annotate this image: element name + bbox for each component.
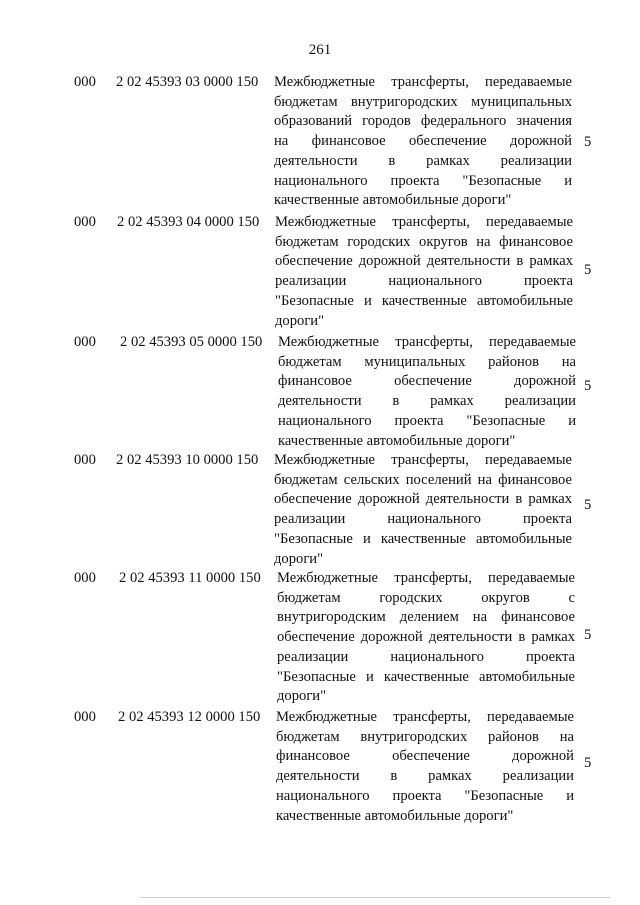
description-line: на финансовое обеспечение дорожной: [274, 133, 572, 150]
description-line: обеспечение дорожной деятельности в рамках: [274, 491, 572, 508]
description-line: бюджетам муниципальных районов на: [278, 353, 576, 370]
description-line: образований городов федерального значения: [274, 113, 572, 130]
description-line: качественные автомобильные дороги": [274, 192, 512, 209]
description-line: Межбюджетные трансферты, передаваемые: [275, 214, 573, 230]
description-line: Межбюджетные трансферты, передаваемые: [278, 334, 576, 350]
description-line: "Безопасные и качественные автомобильные: [277, 668, 575, 685]
income-description: [274, 73, 572, 211]
table-row: [0, 708, 640, 826]
description-line: реализации национального проекта: [275, 273, 573, 290]
admin-code: 000: [74, 214, 96, 230]
budget-classification-code: 2 02 45393 11 0000 150: [119, 570, 261, 586]
description-line: "Безопасные и качественные автомобильные: [275, 292, 573, 309]
description-line: Межбюджетные трансферты, передаваемые: [277, 570, 575, 586]
amount-value: 5: [584, 627, 592, 643]
budget-classification-code: 2 02 45393 12 0000 150: [118, 709, 261, 725]
page-number: 261: [308, 42, 332, 58]
admin-code: 000: [74, 452, 96, 468]
description-line: деятельности в рамках реализации: [274, 152, 572, 169]
budget-classification-code: 2 02 45393 05 0000 150: [120, 334, 263, 350]
budget-classification-code: 2 02 45393 10 0000 150: [116, 452, 259, 468]
description-line: реализации национального проекта: [274, 511, 572, 528]
amount-value: 5: [584, 497, 592, 513]
income-description: [277, 569, 575, 707]
table-row: [0, 451, 640, 569]
description-line: бюджетам городских округов с: [277, 589, 575, 606]
amount-value: 5: [584, 378, 592, 394]
table-row: [0, 213, 640, 331]
description-line: деятельности в рамках реализации: [276, 768, 574, 785]
description-line: национального проекта "Безопасные и: [276, 787, 574, 804]
description-line: деятельности в рамках реализации: [278, 393, 576, 410]
admin-code: 000: [74, 709, 96, 725]
description-line: Межбюджетные трансферты, передаваемые: [274, 452, 572, 468]
description-line: национального проекта "Безопасные и: [278, 412, 576, 429]
description-line: бюджетам сельских поселений на финансовое: [274, 471, 572, 488]
description-line: дороги": [274, 550, 324, 567]
description-line: Межбюджетные трансферты, передаваемые: [276, 709, 574, 725]
table-row: [0, 569, 640, 707]
table-row: [0, 333, 640, 451]
income-description: [275, 213, 573, 331]
amount-value: 5: [584, 134, 592, 150]
description-line: обеспечение дорожной деятельности в рамках: [275, 253, 573, 270]
description-line: качественные автомобильные дороги": [276, 807, 514, 824]
income-description: [276, 708, 574, 826]
description-line: национального проекта "Безопасные и: [274, 172, 572, 189]
scan-edge-line: [140, 897, 610, 898]
description-line: бюджетам внутригородских районов на: [276, 728, 574, 745]
income-description: [278, 333, 576, 451]
description-line: реализации национального проекта: [277, 648, 575, 665]
description-line: дороги": [277, 688, 327, 705]
description-line: финансовое обеспечение дорожной: [278, 373, 576, 390]
description-line: качественные автомобильные дороги": [278, 432, 516, 449]
income-description: [274, 451, 572, 569]
admin-code: 000: [74, 334, 96, 350]
description-line: бюджетам городских округов на финансовое: [275, 233, 573, 250]
description-line: Межбюджетные трансферты, передаваемые: [274, 74, 572, 90]
description-line: обеспечение дорожной деятельности в рамках: [277, 629, 575, 646]
budget-classification-code: 2 02 45393 04 0000 150: [117, 214, 260, 230]
description-line: финансовое обеспечение дорожной: [276, 748, 574, 765]
description-line: "Безопасные и качественные автомобильные: [274, 530, 572, 547]
amount-value: 5: [584, 755, 592, 771]
description-line: дороги": [275, 312, 325, 329]
admin-code: 000: [74, 74, 96, 90]
table-row: [0, 73, 640, 211]
description-line: бюджетам внутригородских муниципальных: [274, 93, 572, 110]
amount-value: 5: [584, 262, 592, 278]
description-line: внутригородским делением на финансовое: [277, 609, 575, 626]
budget-classification-code: 2 02 45393 03 0000 150: [116, 74, 259, 90]
admin-code: 000: [74, 570, 96, 586]
